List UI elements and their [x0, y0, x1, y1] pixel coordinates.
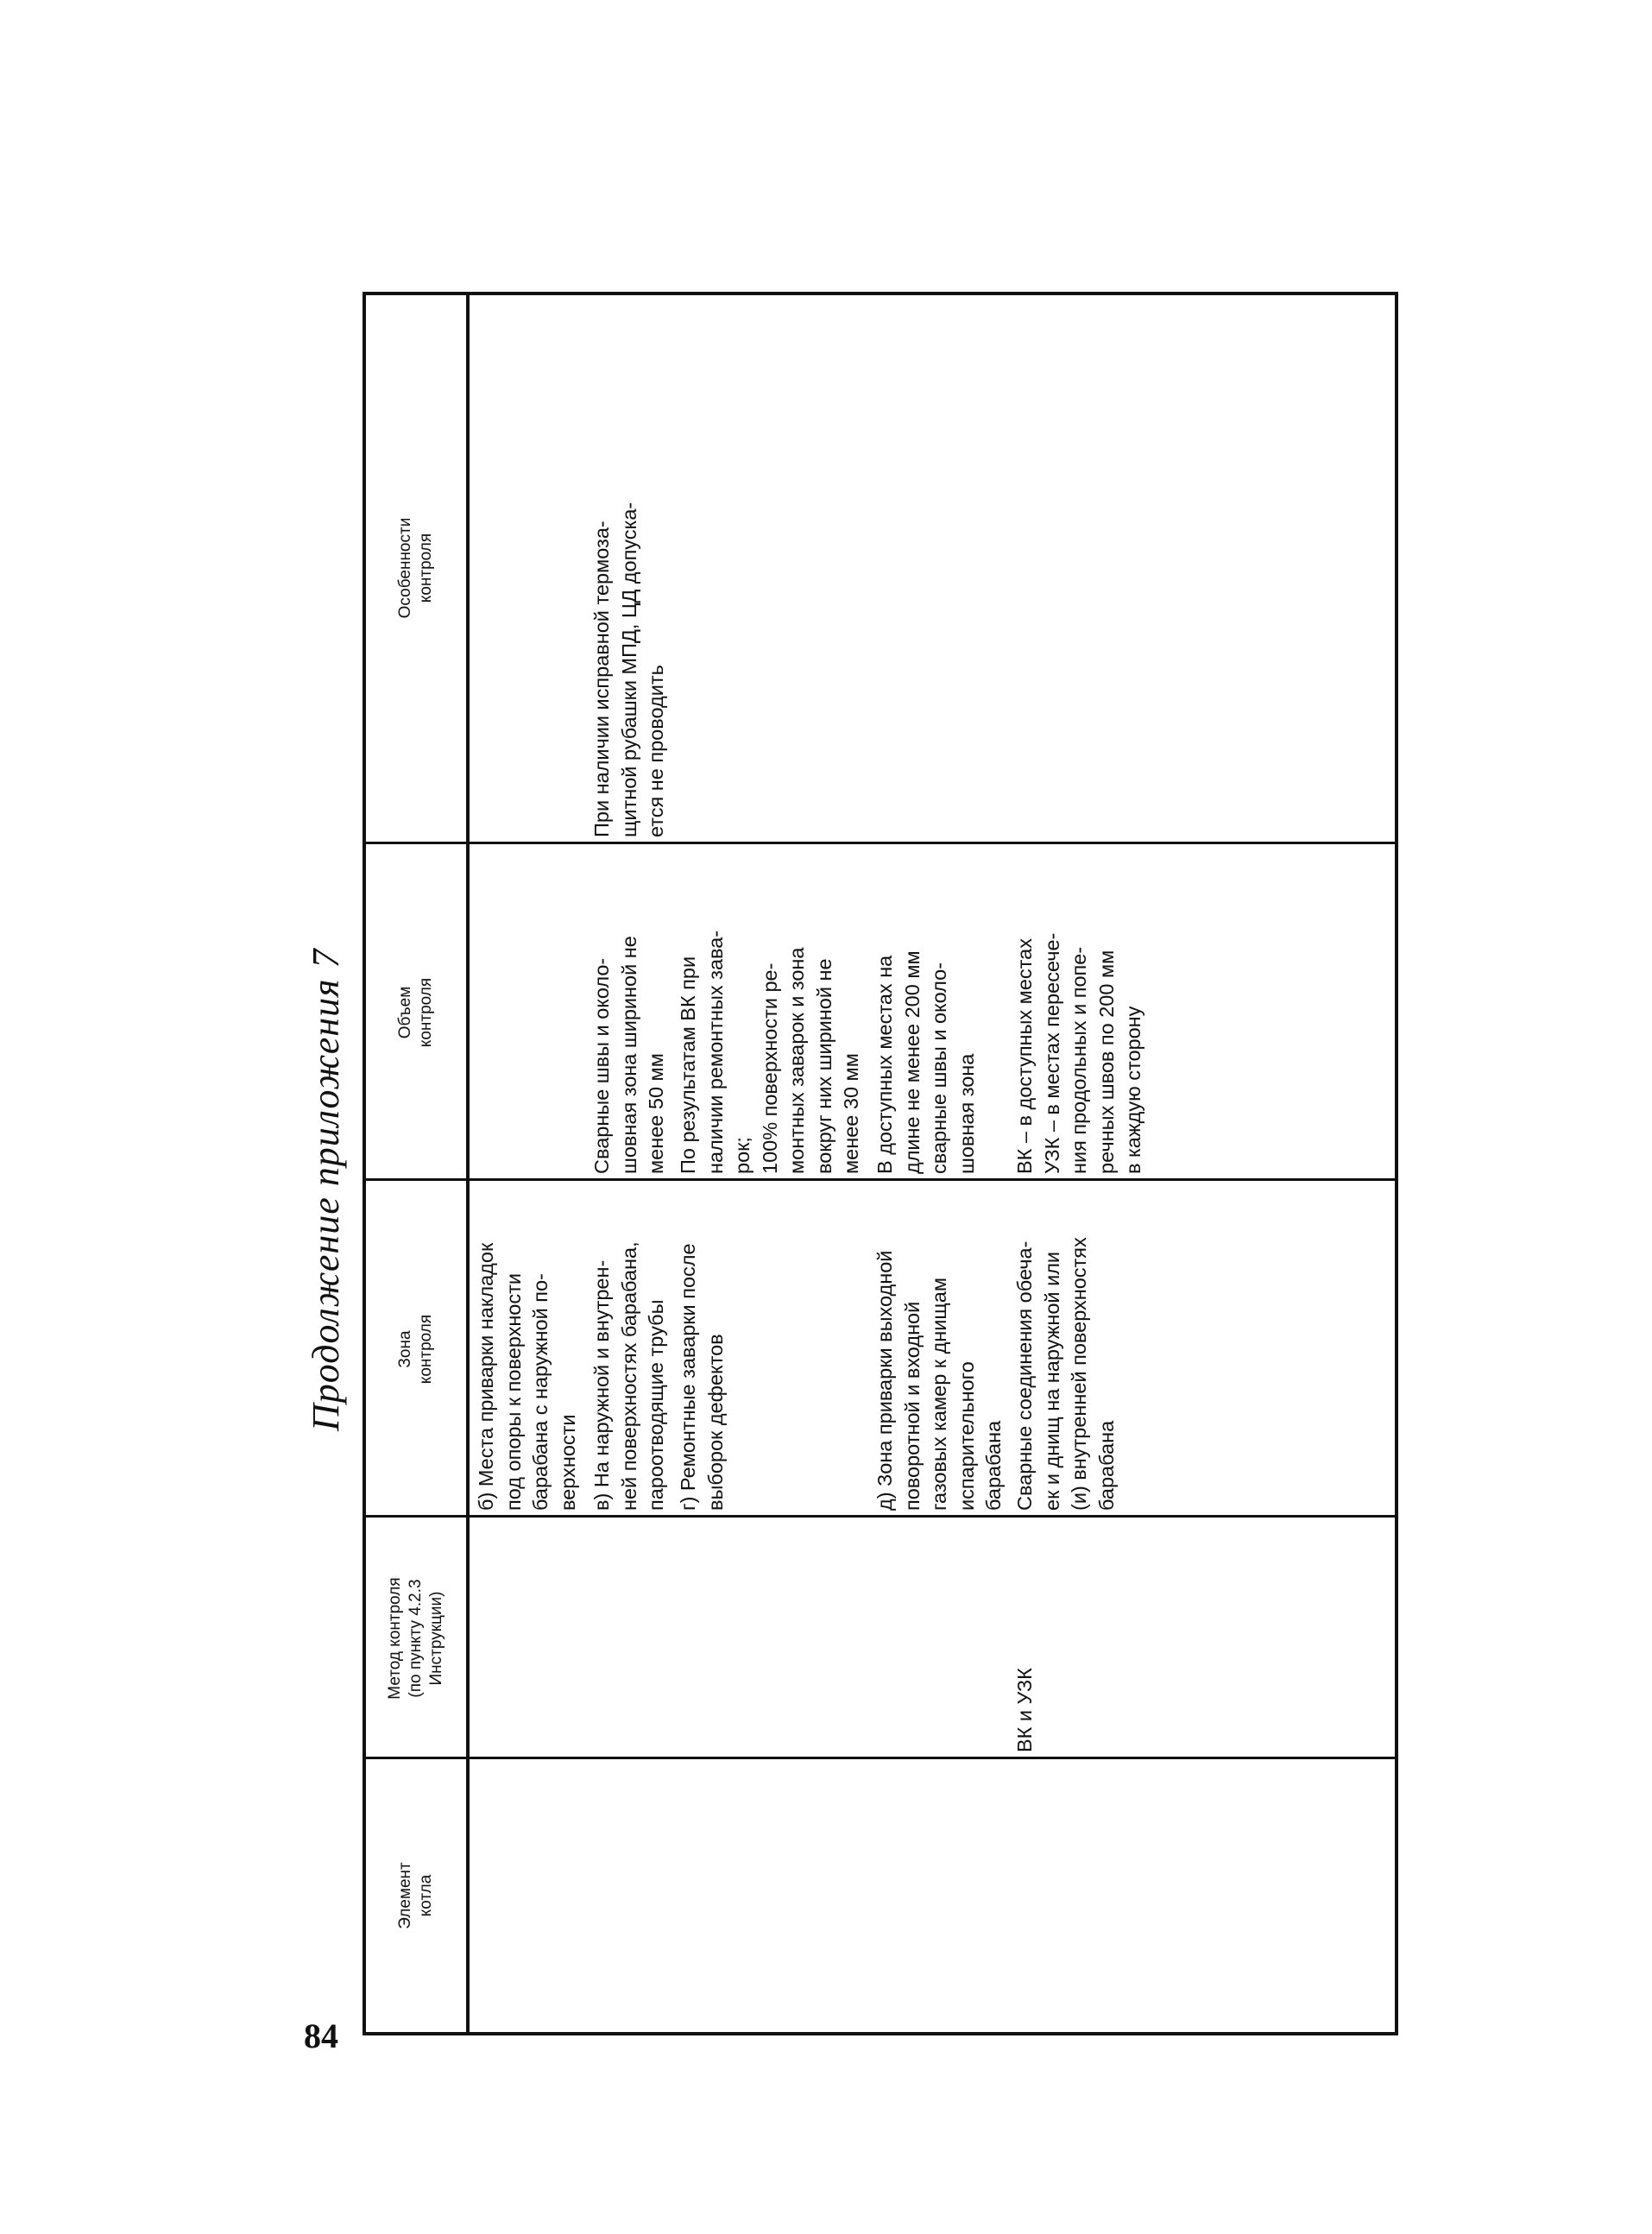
- volume-cell: По результатам ВК при наличии ремонтных зава- рок; 100% поверхности ре- монтных заварок и зона вокруг них шириной не менее 30 мм: [677, 930, 862, 1174]
- table-bottom-rule: [1395, 295, 1398, 2032]
- table-top-rule: [363, 295, 366, 2032]
- volume-cell: Сварные швы и около- шовная зона шириной не менее 50 мм: [590, 936, 667, 1174]
- header-element-text: Элемент котла: [396, 1862, 435, 1929]
- column-divider: [363, 1757, 1398, 1759]
- header-zone-text: Зона контроля: [396, 1314, 435, 1385]
- zone-cell: д) Зона приварки выходной поворотной и входной газовых камер к днищам испарительного барабана: [873, 1250, 1005, 1511]
- header-zone: [375, 1181, 457, 1518]
- column-divider: [363, 1515, 1398, 1518]
- zone-cell: в) На наружной и внутрен- ней поверхностях барабана, пароотводящие трубы: [590, 1241, 667, 1511]
- zone-cell: Сварные соединения обеча- ек и днищ на наружной или (и) внутренней поверхностях барабана: [1013, 1237, 1118, 1511]
- volume-cell: В доступных местах на длине не менее 200 мм сварные швы и около- шовная зона: [873, 950, 978, 1174]
- header-element: [375, 1759, 457, 2032]
- zone-cell: б) Места приварки накладок под опоры к поверхности барабана с наружной по- верхности: [475, 1242, 579, 1511]
- zone-cell: г) Ремонтные заварки после выборок дефектов: [677, 1243, 727, 1511]
- header-method-text: Метод контроля (по пункту 4.2.3 Инструкции): [386, 1577, 445, 1700]
- column-divider: [363, 1178, 1398, 1181]
- header-features-text: Особенности контроля: [396, 517, 435, 619]
- header-method: [375, 1518, 457, 1759]
- header-bottom-rule: [466, 295, 470, 2032]
- header-features: [375, 292, 457, 844]
- method-cell: ВК и УЗК: [1013, 1668, 1036, 1752]
- continuation-title: Продолжение приложения 7: [305, 948, 347, 1431]
- page-number: 84: [304, 2016, 338, 2055]
- volume-cell: ВК – в доступных местах УЗК – в местах пересече- ния продольных и попе- речных швов по 200 мм в каждую сторону: [1013, 932, 1144, 1174]
- features-cell: При наличии исправной термоза- щитной рубашки МПД, ЦД допуска- ется не проводить: [590, 502, 667, 837]
- column-divider: [363, 842, 1398, 844]
- header-volume: [375, 844, 457, 1181]
- header-volume-text: Объем контроля: [396, 977, 435, 1048]
- control-table: [363, 292, 1398, 2035]
